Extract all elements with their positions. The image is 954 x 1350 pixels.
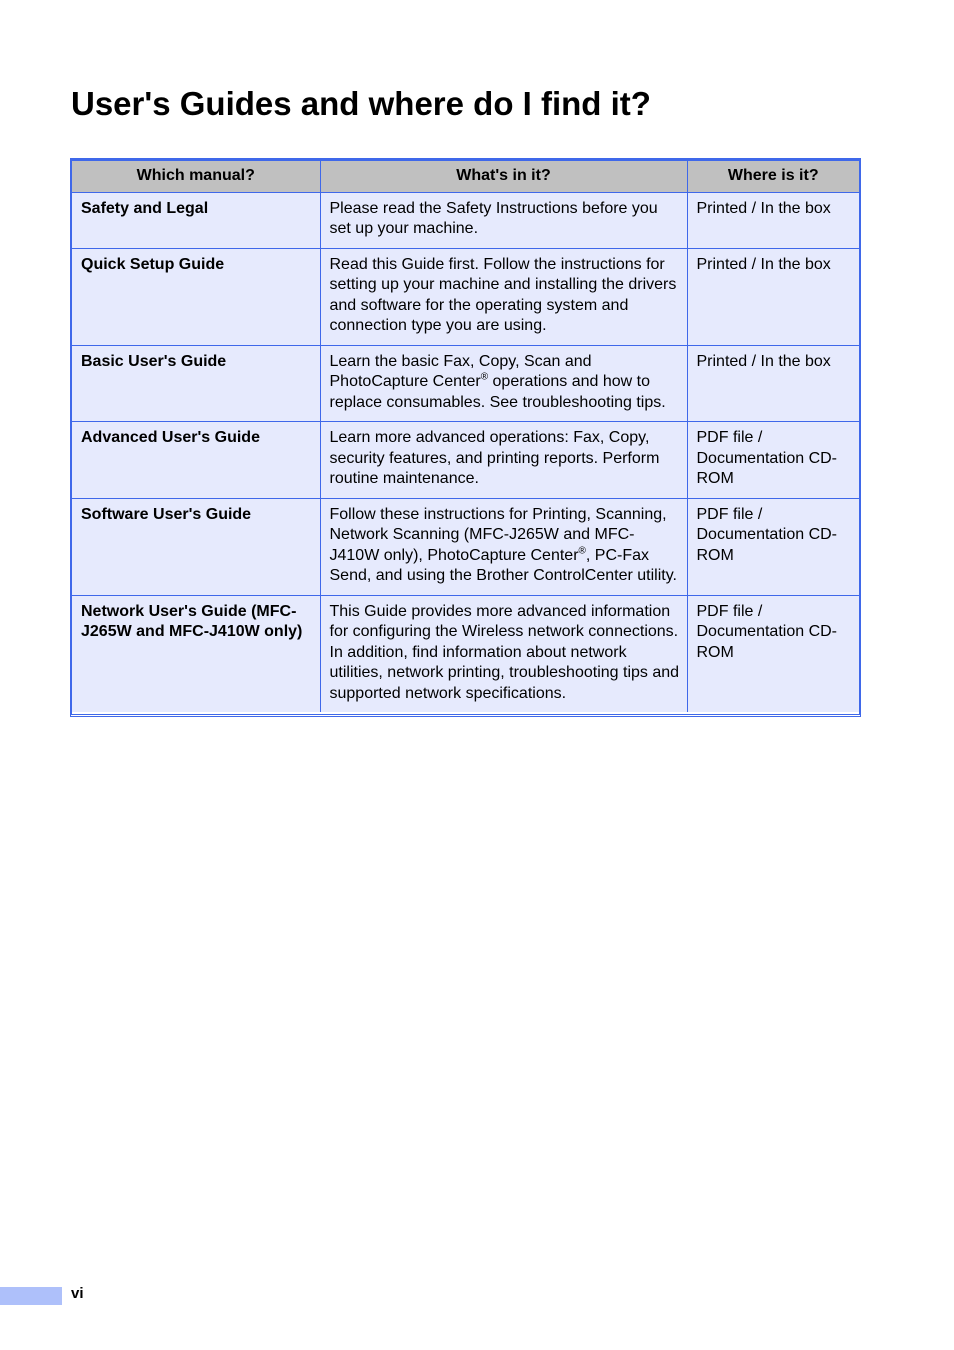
manual-content-cell: Follow these instructions for Printing, Scanning, Network Scanning (MFC-J265W and MFC-J410W only), PhotoCapture Center®, PC-Fax Send, and using the Brother ControlCenter utility. <box>320 498 687 595</box>
manual-location-cell: Printed / In the box <box>687 345 859 422</box>
manuals-table-frame <box>70 158 861 717</box>
manual-name-cell: Network User's Guide (MFC-J265W and MFC-J410W only) <box>72 595 320 712</box>
table-row <box>72 498 859 595</box>
manual-content-cell: Please read the Safety Instructions before you set up your machine. <box>320 192 687 248</box>
table-row <box>72 595 859 712</box>
header-which-manual: Which manual? <box>72 161 320 192</box>
manual-location-cell: PDF file / Documentation CD-ROM <box>687 498 859 595</box>
manual-name-cell: Quick Setup Guide <box>72 248 320 345</box>
manual-location-cell: PDF file / Documentation CD-ROM <box>687 422 859 499</box>
registered-mark: ® <box>578 545 586 557</box>
manual-name-cell: Safety and Legal <box>72 192 320 248</box>
header-whats-in-it: What's in it? <box>320 161 687 192</box>
table-row <box>72 422 859 499</box>
table-row <box>72 248 859 345</box>
header-where-is-it: Where is it? <box>687 161 859 192</box>
manual-name-cell: Advanced User's Guide <box>72 422 320 499</box>
manuals-table <box>72 161 859 712</box>
page-title: User's Guides and where do I find it? <box>71 85 651 122</box>
table-header-row <box>72 161 859 192</box>
manual-location-cell: Printed / In the box <box>687 248 859 345</box>
table-row <box>72 345 859 422</box>
registered-mark: ® <box>480 371 489 383</box>
manual-name-cell: Basic User's Guide <box>72 345 320 422</box>
manual-content-cell: Learn more advanced operations: Fax, Copy, security features, and printing reports. Perform routine maintenance. <box>320 422 687 499</box>
manual-content-cell: This Guide provides more advanced information for configuring the Wireless network connections. In addition, find information about network utilities, network printing, troubleshooting tips and supported network specifications. <box>320 595 687 712</box>
manual-content-cell: Read this Guide first. Follow the instructions for setting up your machine and installing the drivers and software for the operating system and connection type you are using. <box>320 248 687 345</box>
page-number-tab <box>0 1287 62 1305</box>
manual-location-cell: Printed / In the box <box>687 192 859 248</box>
manual-location-cell: PDF file / Documentation CD-ROM <box>687 595 859 712</box>
page-number: vi <box>71 1285 84 1302</box>
manual-name-cell: Software User's Guide <box>72 498 320 595</box>
manual-content-cell: Learn the basic Fax, Copy, Scan and PhotoCapture Center® operations and how to replace consumables. See troubleshooting tips. <box>320 345 687 422</box>
table-row <box>72 192 859 248</box>
